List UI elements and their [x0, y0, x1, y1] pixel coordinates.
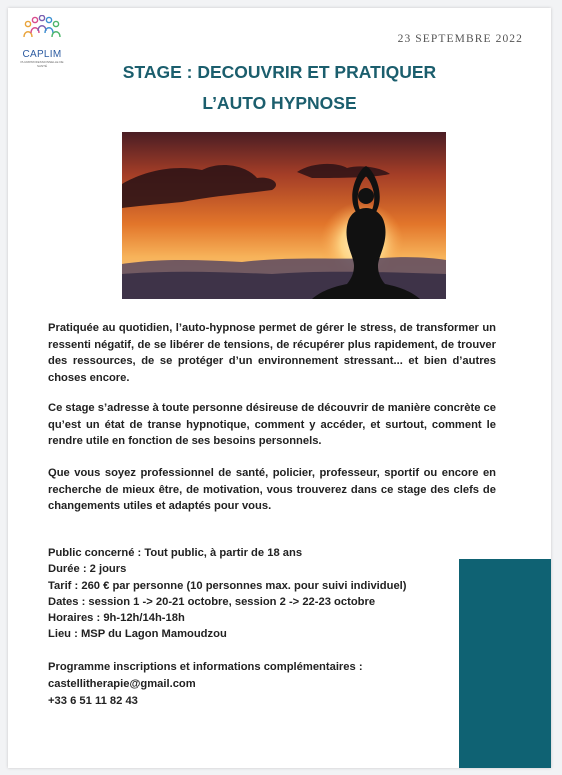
contact-info	[48, 659, 468, 710]
logo-tagline: PLURIPROFESSIONNELLE DE SANTÉ	[20, 60, 64, 68]
title-line-2: L’AUTO HYPNOSE	[202, 93, 357, 113]
benefits-paragraph: Que vous soyez professionnel de santé, policier, professeur, sportif ou encore en recherche de mieux être, de motivation, vous trouverez dans ce stage des clefs de changements utiles et adaptés pour vous.	[48, 467, 496, 512]
decorative-teal-block	[459, 559, 551, 768]
publication-date: 23 SEPTEMBRE 2022	[397, 33, 523, 45]
meditation-silhouette-icon	[122, 132, 446, 299]
title-line-1: STAGE : DECOUVRIR ET PRATIQUER	[122, 62, 437, 82]
info-location: Lieu : MSP du Lagon Mamoudzou	[48, 628, 227, 641]
practical-info	[48, 545, 468, 643]
logo-figures-icon	[23, 15, 61, 47]
contact-phone[interactable]: +33 6 51 11 82 43	[48, 695, 138, 707]
contact-email[interactable]: castellitherapie@gmail.com	[48, 678, 196, 690]
audience-paragraph: Ce stage s’adresse à toute personne désireuse de découvrir de manière concrète ce qu’est un état de transe hypnotique, comment y accéder, et surtout, comment le rendre utile en fonction de ses besoins personnels.	[48, 402, 496, 447]
contact-heading: Programme inscriptions et informations complémentaires :	[48, 661, 363, 673]
intro-paragraph: Pratiquée au quotidien, l’auto-hypnose permet de gérer le stress, de transformer un ressenti négatif, de se libérer de tensions, de récupérer plus rapidement, de trouver des ressources, de se protéger d’un environnement stressant... et bien d’autres choses encore.	[48, 322, 496, 384]
info-duration: Durée : 2 jours	[48, 563, 127, 576]
flyer-page	[8, 8, 551, 768]
info-price: Tarif : 260 € par personne (10 personnes max. pour suivi individuel)	[48, 579, 407, 592]
info-hours: Horaires : 9h-12h/14h-18h	[48, 612, 185, 625]
info-dates: Dates : session 1 -> 20-21 octobre, session 2 -> 22-23 octobre	[48, 595, 376, 608]
info-public: Public concerné : Tout public, à partir de 18 ans	[48, 547, 303, 559]
logo-name: CAPLIM	[22, 49, 62, 60]
meditation-sunset-photo	[122, 132, 446, 299]
